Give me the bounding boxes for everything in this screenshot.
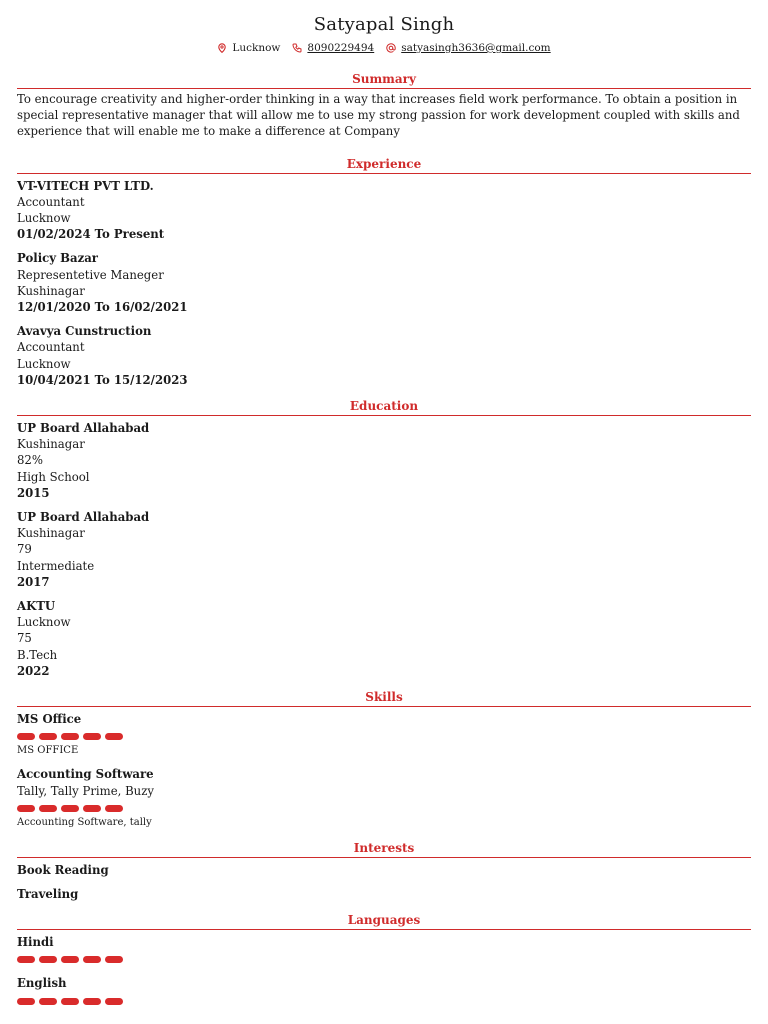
at-sign-icon (386, 43, 396, 53)
rating-dot (39, 733, 57, 740)
skill-note: Accounting Software, tally (17, 816, 152, 828)
rating-dot (17, 956, 35, 963)
interest-item (17, 886, 751, 902)
rating-dot (61, 956, 79, 963)
rating-dot (83, 998, 101, 1005)
skill-name: MS Office (17, 712, 82, 727)
candidate-name: Satyapal Singh (313, 14, 455, 35)
education-item (17, 509, 751, 590)
education-degree: B.Tech (17, 647, 58, 662)
language-item (17, 934, 751, 963)
rating-dot (17, 805, 35, 812)
language-rating (17, 956, 751, 963)
company-name: Avavya Cunstruction (17, 324, 152, 339)
rating-dot (61, 733, 79, 740)
skill-item (17, 711, 751, 758)
job-dates: 10/04/2021 To 15/12/2023 (17, 372, 188, 387)
skill-detail: Tally, Tally Prime, Buzy (17, 783, 154, 798)
institution-name: UP Board Allahabad (17, 510, 150, 525)
skill-rating (17, 805, 751, 812)
language-name: Hindi (17, 935, 54, 950)
rating-dot (39, 956, 57, 963)
phone-link[interactable]: 8090229494 (307, 42, 375, 54)
education-item (17, 420, 751, 501)
job-location: Kushinagar (17, 283, 85, 298)
interests-heading: Interests (17, 840, 751, 858)
rating-dot (17, 733, 35, 740)
institution-location: Kushinagar (17, 437, 85, 452)
language-rating (17, 998, 751, 1005)
education-year: 2022 (17, 663, 50, 678)
skill-note: MS OFFICE (17, 745, 79, 757)
rating-dot (61, 805, 79, 812)
contact-phone (292, 42, 374, 54)
institution-name: UP Board Allahabad (17, 421, 150, 436)
rating-dot (105, 805, 123, 812)
job-role: Accountant (17, 340, 85, 355)
skill-item (17, 766, 751, 829)
education-year: 2015 (17, 485, 50, 500)
job-location: Lucknow (17, 211, 71, 226)
skill-rating (17, 733, 751, 740)
company-name: VT-VITECH PVT LTD. (17, 178, 154, 193)
education-degree: High School (17, 469, 90, 484)
rating-dot (83, 956, 101, 963)
interest-name: Traveling (17, 886, 79, 901)
institution-name: AKTU (17, 599, 56, 614)
experience-item (17, 323, 751, 388)
phone-icon (292, 43, 302, 53)
rating-dot (39, 805, 57, 812)
rating-dot (83, 733, 101, 740)
education-heading: Education (17, 398, 751, 416)
rating-dot (61, 998, 79, 1005)
contact-email (386, 42, 550, 54)
education-item (17, 598, 751, 679)
education-degree: Intermediate (17, 558, 95, 573)
job-location: Lucknow (17, 356, 71, 371)
contact-bar (17, 41, 751, 55)
language-name: English (17, 976, 67, 991)
email-link[interactable]: satyasingh3636@gmail.com (401, 42, 551, 54)
job-role: Accountant (17, 194, 85, 209)
skill-name: Accounting Software (17, 767, 154, 782)
experience-item (17, 178, 751, 243)
summary-text: To encourage creativity and higher-order thinking in a way that increases field work performance. To obtain a position in special representative manager that will allow me to use my strong passion for work development coupled with skills and experience that will enable me to make a difference at Company (17, 92, 740, 139)
institution-location: Lucknow (17, 615, 71, 630)
location-text: Lucknow (232, 42, 281, 54)
rating-dot (83, 805, 101, 812)
institution-location: Kushinagar (17, 526, 85, 541)
summary-heading: Summary (17, 71, 751, 89)
experience-heading: Experience (17, 156, 751, 174)
contact-location (217, 42, 280, 54)
job-dates: 01/02/2024 To Present (17, 227, 165, 242)
rating-dot (17, 998, 35, 1005)
rating-dot (105, 956, 123, 963)
rating-dot (105, 733, 123, 740)
interest-name: Book Reading (17, 862, 109, 877)
job-dates: 12/01/2020 To 16/02/2021 (17, 300, 188, 315)
education-year: 2017 (17, 574, 50, 589)
rating-dot (39, 998, 57, 1005)
language-item (17, 975, 751, 1004)
education-score: 79 (17, 542, 32, 557)
experience-item (17, 250, 751, 315)
education-score: 82% (17, 453, 43, 468)
rating-dot (105, 998, 123, 1005)
skills-heading: Skills (17, 689, 751, 707)
company-name: Policy Bazar (17, 251, 98, 266)
education-score: 75 (17, 631, 32, 646)
job-role: Representetive Maneger (17, 267, 164, 282)
location-pin-icon (217, 43, 227, 53)
languages-heading: Languages (17, 912, 751, 930)
interest-item (17, 862, 751, 878)
